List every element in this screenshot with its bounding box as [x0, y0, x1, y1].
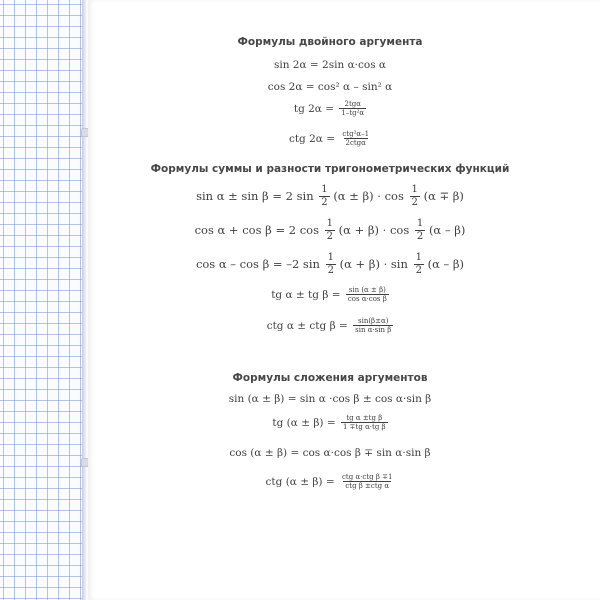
formula-sin-double: sin 2α = 2sin α·cos α: [273, 59, 387, 71]
formula-tg-addition: [92, 414, 568, 431]
formula-tg-sum: [92, 286, 568, 303]
fraction: [341, 414, 388, 431]
formula-part: (α + β) · cos: [338, 223, 410, 237]
section-heading-sum-difference: Формулы суммы и разности тригонометрических функций: [150, 163, 510, 175]
fraction-denominator: 2: [416, 230, 424, 242]
fraction-numerator: sin (α ± β): [348, 286, 386, 294]
formula-lhs: tg 2α =: [293, 102, 335, 115]
formula-tg-double: [92, 100, 568, 117]
fraction-denominator: 1 ∓tg α·tg β: [343, 423, 386, 432]
formula-part: (α ∓ β): [423, 189, 464, 203]
fraction-denominator: 1–tg²α: [341, 109, 365, 118]
formula-part: (α ± β) · cos: [333, 189, 404, 203]
formula-cos-difference: [92, 252, 568, 276]
fraction: [339, 100, 366, 117]
fraction-denominator: ctg β ±ctg α: [345, 482, 390, 491]
section-heading-addition: Формулы сложения аргументов: [232, 372, 428, 384]
fraction-numerator: 1: [415, 252, 422, 263]
fraction-denominator: 2: [327, 264, 334, 276]
fraction-half: [325, 218, 335, 242]
formula-part: cos α + cos β = 2 cos: [194, 223, 319, 237]
fraction-numerator: ctg²α–1: [342, 130, 370, 138]
formula-lhs: ctg (α ± β) =: [265, 475, 335, 488]
formula-lhs: ctg α ± ctg β =: [266, 319, 348, 332]
formula-lhs: tg (α ± β) =: [272, 416, 336, 429]
fraction: [340, 130, 371, 147]
fraction-half: [326, 252, 336, 276]
formula-sin-sum: [92, 184, 568, 208]
formula-lhs: ctg 2α =: [288, 132, 336, 145]
fraction-half: [415, 218, 425, 242]
formula-part: (α – β): [428, 223, 466, 237]
fraction-numerator: 2tgα: [344, 100, 361, 108]
fraction: [346, 286, 389, 303]
fraction-half: [319, 184, 329, 208]
fraction-numerator: ctg α·ctg β ∓1: [342, 473, 393, 481]
formula-part: (α – β): [427, 257, 465, 271]
formula-ctg-sum: [92, 317, 568, 334]
fraction-denominator: 2: [321, 196, 328, 208]
fraction-numerator: 1: [416, 218, 424, 229]
fraction: [340, 473, 394, 490]
formula-cos-addition: cos (α ± β) = cos α·cos β ∓ sin α·sin β: [229, 447, 431, 459]
fraction-denominator: cos α·cos β: [347, 295, 387, 304]
section-heading-double-argument: Формулы двойного аргумента: [237, 36, 423, 48]
formula-part: sin α ± sin β = 2 sin: [196, 189, 314, 203]
formula-cos-sum: [92, 218, 568, 242]
fraction-numerator: tg α ±tg β: [346, 414, 383, 422]
fraction-numerator: 1: [327, 252, 334, 263]
grid-paper-pages: [0, 0, 82, 600]
fraction-numerator: sin(β±α): [357, 317, 389, 325]
formula-cos-double: cos 2α = cos² α – sin² α: [267, 81, 393, 93]
fraction-numerator: 1: [321, 184, 328, 195]
fraction-denominator: 2ctgα: [345, 139, 366, 148]
formula-ctg-addition: [92, 473, 568, 490]
fraction: [353, 317, 393, 334]
fraction-denominator: 2: [411, 196, 418, 208]
fraction-numerator: 1: [326, 218, 334, 229]
formula-part: (α + β) · sin: [339, 257, 408, 271]
formula-sin-addition: sin (α ± β) = sin α ·cos β ± cos α·sin β: [228, 393, 432, 405]
formula-sheet: [92, 0, 568, 600]
fraction-numerator: 1: [411, 184, 418, 195]
formula-part: cos α – cos β = –2 sin: [195, 257, 320, 271]
fraction-denominator: sin α·sin β: [355, 326, 392, 335]
fraction-half: [410, 184, 420, 208]
fraction-denominator: 2: [326, 230, 334, 242]
fraction-denominator: 2: [415, 264, 422, 276]
fraction-half: [414, 252, 424, 276]
formula-lhs: tg α ± tg β =: [271, 288, 341, 301]
formula-ctg-double: [92, 130, 568, 147]
